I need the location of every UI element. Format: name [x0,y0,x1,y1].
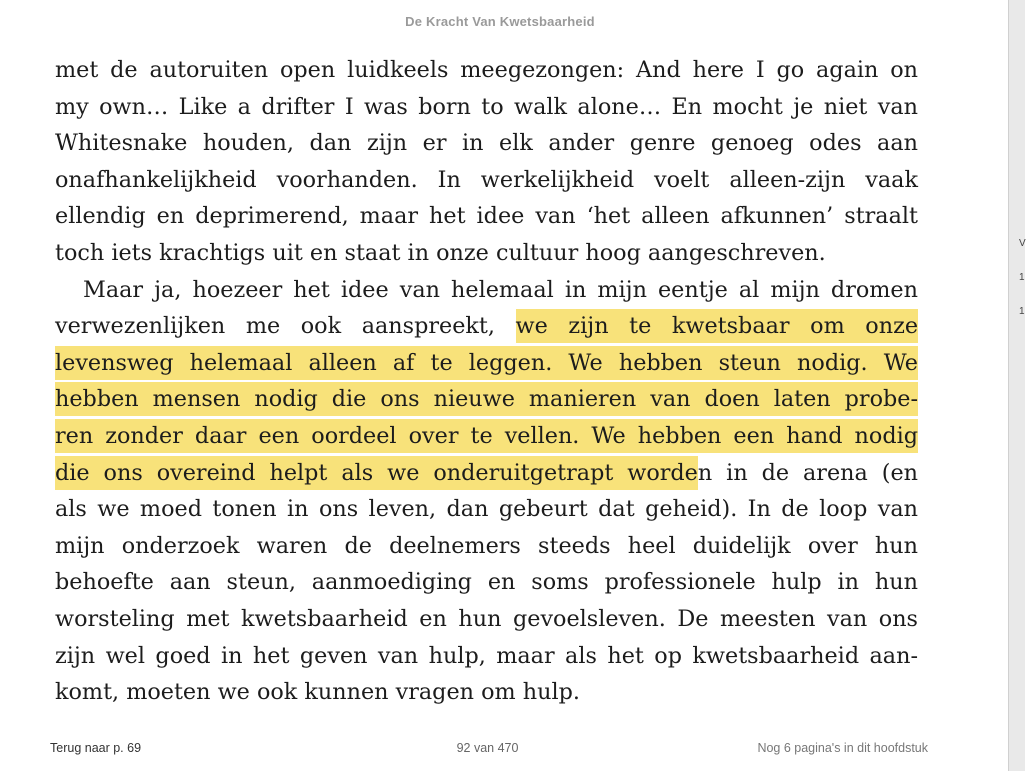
text-line: Maar ja, hoezeer het idee van helemaal in mijn eentje al mijn dromen [83,276,918,303]
highlight[interactable]: hebben mensen nodig die ons nieuwe manieren van doen laten probe- [55,386,918,413]
text-line: my own… Like a drifter I was born to walk alone… En mocht je niet van [55,93,918,120]
text-line: met de autoruiten open luidkeels meegezongen: And here I go again on [55,57,918,83]
text-line [55,381,918,418]
chapter-remaining: Nog 6 pagina's in dit hoofdstuk [757,741,928,755]
text-line: behoefte aan steun, aanmoediging en soms professionele hulp in hun [55,569,918,596]
text-line: toch iets krachtigs uit en staat in onze cultuur hoog aangeschreven. [55,239,826,266]
back-to-page-link[interactable]: Terug naar p. 69 [50,741,142,755]
text-line: verwezenlijken me ook aanspreekt, we zijn te kwetsbaar om onze [55,313,919,340]
highlight[interactable]: we zijn te kwetsbaar om onze [515,313,919,340]
text-line [55,345,918,382]
book-title: De Kracht Van Kwetsbaarheid [405,14,595,29]
text-line: worsteling met kwetsbaarheid en hun gevoelsleven. De meesten van ons [55,605,918,632]
page-text[interactable] [55,52,918,711]
highlight[interactable]: ren zonder daar een oordeel over te vellen. We hebben een hand nodig [55,422,918,449]
edge-text: V [1019,238,1026,249]
text-line: die ons overeind helpt als we onderuitgetrapt worden in de arena (en [55,459,919,486]
text-line: als we moed tonen in ons leven, dan gebeurt dat geheid). In de loop van [55,496,918,523]
text-line [55,418,918,455]
highlight[interactable]: levensweg helemaal alleen af te leggen. We hebben steun nodig. We [55,349,918,376]
text-line: komt, moeten we ook kunnen vragen om hulp. [55,679,580,706]
edge-text: 1 [1019,272,1025,283]
text-line: mijn onderzoek waren de deelnemers steeds heel duidelijk over hun [55,532,918,559]
text-line: onafhankelijkheid voorhanden. In werkelijkheid voelt alleen-zijn vaak [55,166,918,193]
highlight[interactable]: die ons overeind helpt als we onderuitgetrapt worde [55,459,698,486]
text-line: ellendig en deprimerend, maar het idee van ‘het alleen afkunnen’ straalt [55,203,918,230]
reader-footer [0,741,1000,761]
background-window-edge [1008,0,1025,771]
edge-text: 1 [1019,306,1025,317]
text-line: zijn wel goed in het geven van hulp, maar als het op kwetsbaarheid aan- [55,642,918,669]
text-line: Whitesnake houden, dan zijn er in elk ander genre genoeg odes aan [55,130,918,157]
page-indicator: 92 van 470 [456,741,519,755]
